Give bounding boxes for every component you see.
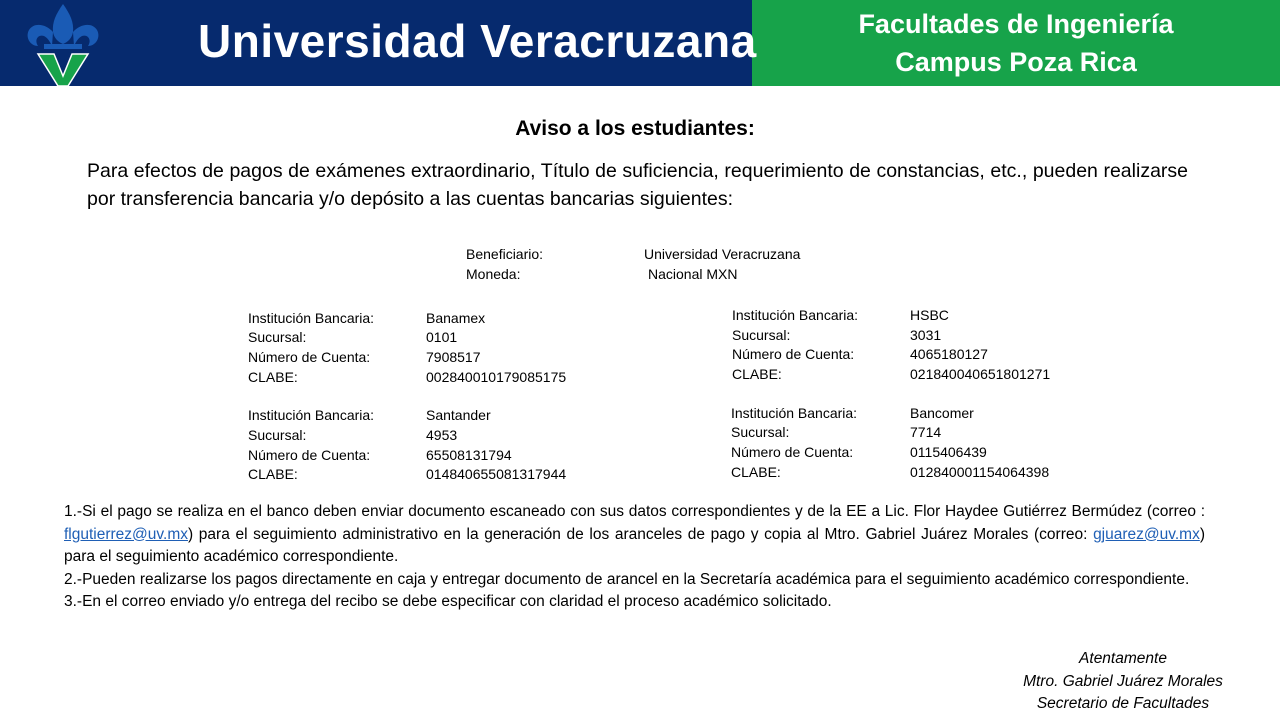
clabe-label: CLABE: (732, 366, 782, 382)
email-link-gjuarez[interactable]: gjuarez@uv.mx (1093, 525, 1200, 543)
clabe-label: CLABE: (248, 369, 298, 385)
bank-label: Institución Bancaria: (248, 310, 375, 326)
notice-title: Aviso a los estudiantes: (515, 117, 755, 140)
signature-name: Mtro. Gabriel Juárez Morales (1023, 673, 1223, 690)
faculty-title: Facultades de Ingeniería (858, 9, 1174, 39)
notice-intro: Para efectos de pagos de exámenes extraordinario, Título de suficiencia, requerimiento de constancias, etc., pueden realizarse por transferencia bancaria y/o depósito a las cuentas bancarias siguientes: (87, 160, 1188, 210)
branch-label: Sucursal: (248, 427, 307, 443)
clabe-value: 002840010179085175 (426, 369, 567, 385)
university-logo-icon (26, 2, 100, 88)
branch-value: 3031 (910, 327, 942, 343)
clabe-value: 012840001154064398 (910, 464, 1050, 480)
branch-label: Sucursal: (731, 424, 790, 440)
account-number-label: Número de Cuenta: (248, 447, 371, 463)
account-number-label: Número de Cuenta: (248, 349, 371, 365)
bank-label: Institución Bancaria: (731, 405, 858, 421)
bank-value: Santander (426, 407, 491, 423)
clabe-label: CLABE: (731, 464, 781, 480)
account-number-value: 0115406439 (910, 444, 987, 460)
beneficiary-value: Universidad Veracruzana (644, 246, 801, 262)
signature-title: Secretario de Facultades (1036, 695, 1210, 712)
branch-value: 0101 (426, 329, 458, 345)
instruction-item-1 (64, 501, 1205, 569)
clabe-label: CLABE: (248, 466, 298, 482)
account-number-value: 7908517 (426, 349, 481, 365)
account-number-label: Número de Cuenta: (732, 346, 855, 362)
signature-closing: Atentamente (1079, 650, 1167, 667)
instructions-list (64, 501, 1205, 614)
branch-label: Sucursal: (732, 327, 791, 343)
account-number-value: 4065180127 (910, 346, 988, 362)
instruction-1-text-b: ) para el seguimiento administrativo en la generación de los aranceles de pago y copia al Mtro. Gabriel Juárez Morales (correo: (187, 525, 1094, 543)
branch-value: 7714 (910, 424, 942, 440)
bank-label: Institución Bancaria: (248, 407, 375, 423)
branch-label: Sucursal: (248, 329, 307, 345)
instruction-item-3: 3.-En el correo enviado y/o entrega del recibo se debe especificar con claridad el proceso académico solicitado. (64, 593, 832, 611)
campus-title: Campus Poza Rica (895, 47, 1137, 77)
branch-value: 4953 (426, 427, 458, 443)
bank-value: Bancomer (910, 405, 974, 421)
currency-label: Moneda: (466, 266, 521, 282)
email-link-flgutierrez[interactable]: flgutierrez@uv.mx (64, 525, 188, 543)
bank-value: Banamex (426, 310, 486, 326)
clabe-value: 014840655081317944 (426, 466, 567, 482)
account-number-value: 65508131794 (426, 447, 512, 463)
instruction-item-2: 2.-Pueden realizarse los pagos directamente en caja y entregar documento de arancel en la Secretaría académica para el seguimiento académico correspondiente. (64, 570, 1190, 588)
instruction-1-text-c: ) para el seguimiento académico correspondiente. (64, 525, 1205, 566)
bank-label: Institución Bancaria: (732, 307, 859, 323)
instruction-1-text-a: 1.-Si el pago se realiza en el banco deben enviar documento escaneado con sus datos correspondientes y de la EE a Lic. Flor Haydee Gutiérrez Bermúdez (correo : (64, 503, 1205, 520)
account-number-label: Número de Cuenta: (731, 444, 854, 460)
beneficiary-label: Beneficiario: (466, 246, 544, 262)
clabe-value: 021840040651801271 (910, 366, 1051, 382)
university-title: Universidad Veracruzana (198, 15, 757, 67)
currency-value: Nacional MXN (648, 266, 738, 282)
bank-value: HSBC (910, 307, 949, 323)
